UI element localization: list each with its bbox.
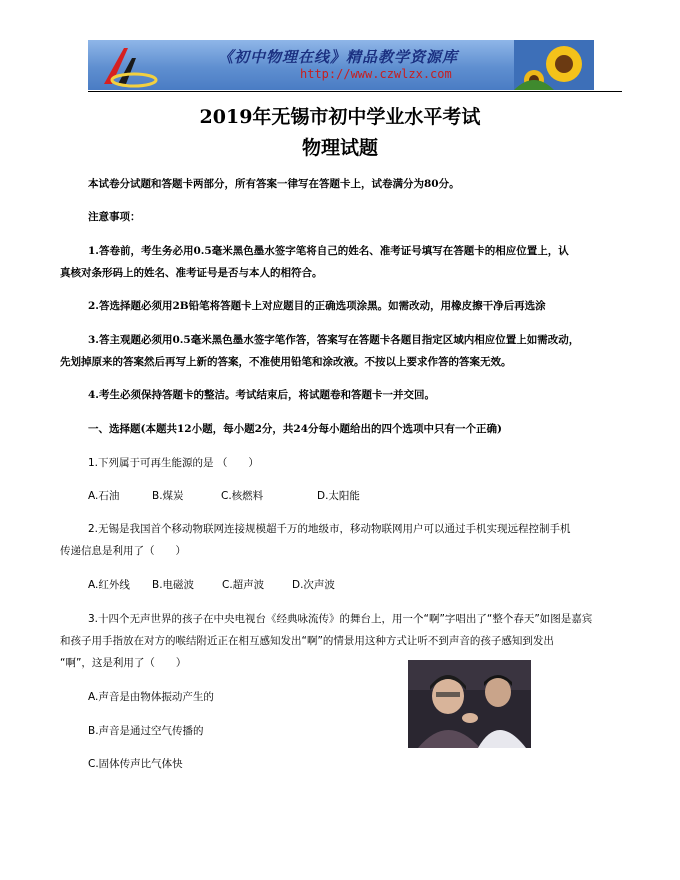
- note-2: 2.答选择题必须用2B铅笔将答题卡上对应题目的正确选项涂黑。如需改动，用橡皮擦干净后再选涂: [88, 300, 546, 312]
- banner-url[interactable]: http://www.czwlzx.com: [300, 67, 452, 81]
- site-logo-icon: [98, 44, 158, 88]
- question-3-photo: [408, 660, 531, 748]
- exam-title: 2019年无锡市初中学业水平考试: [199, 106, 481, 128]
- question-2-stem-line-1: 2.无锡是我国首个移动物联网连接规模超千万的地级市，移动物联网用户可以通过手机实现远程控制手机: [88, 523, 571, 535]
- note-1-line-1: 1.答卷前，考生务必用0.5毫米黑色墨水签字笔将自己的姓名、准考证号填写在答题卡的相应位置上，认: [88, 245, 569, 257]
- question-1-option-c: C.核燃料: [221, 490, 264, 502]
- note-4: 4.考生必须保持答题卡的整洁。考试结束后，将试题卷和答题卡一并交回。: [88, 389, 435, 401]
- question-3-option-a: A.声音是由物体振动产生的: [88, 691, 214, 703]
- notes-heading: 注意事项：: [88, 211, 141, 223]
- note-3-line-2: 先划掉原来的答案然后再写上新的答案，不准使用铅笔和涂改液。不按以上要求作答的答案无效。: [60, 356, 512, 368]
- section-1-heading: 一、选择题(本题共12小题，每小题2分，共24分每小题给出的四个选项中只有一个正确): [88, 423, 502, 435]
- question-3-stem-line-2: 和孩子用手指放在对方的喉结附近正在相互感知发出“啊”的情景用这种方式让听不到声音的孩子感知到发出: [60, 635, 554, 647]
- header-rule: [88, 91, 622, 92]
- sunflower-icon: [514, 40, 594, 90]
- header-banner: [88, 40, 594, 90]
- question-2-option-c: C.超声波: [222, 579, 265, 591]
- question-3-stem-line-3: “啊”，这是利用了（ ）: [60, 657, 187, 669]
- question-1-stem: 1.下列属于可再生能源的是 （ ）: [88, 457, 259, 469]
- question-2-option-b: B.电磁波: [152, 579, 195, 591]
- intro-text: 本试卷分试题和答题卡两部分，所有答案一律写在答题卡上，试卷满分为80分。: [88, 178, 460, 190]
- question-1-option-d: D.太阳能: [317, 490, 360, 502]
- question-2-option-d: D.次声波: [292, 579, 335, 591]
- question-2-option-a: A.红外线: [88, 579, 130, 591]
- question-1-option-b: B.煤炭: [152, 490, 184, 502]
- exam-subject: 物理试题: [301, 137, 378, 159]
- banner-title: 《初中物理在线》精品教学资源库: [218, 48, 459, 66]
- question-2-stem-line-2: 传递信息是利用了（ ）: [60, 545, 186, 557]
- note-1-line-2: 真核对条形码上的姓名、准考证号是否与本人的相符合。: [60, 267, 323, 279]
- question-1-option-a: A.石油: [88, 490, 120, 502]
- note-3-line-1: 3.答主观题必须用0.5毫米黑色墨水签字笔作答，答案写在答题卡各题目指定区域内相应位置上如需改动，: [88, 334, 580, 346]
- question-3-stem-line-1: 3.十四个无声世界的孩子在中央电视台《经典咏流传》的舞台上，用一个“啊”字唱出了“整个春天”如图是嘉宾: [88, 613, 593, 625]
- question-3-option-b: B.声音是通过空气传播的: [88, 725, 204, 737]
- question-3-option-c: C.固体传声比气体快: [88, 758, 183, 770]
